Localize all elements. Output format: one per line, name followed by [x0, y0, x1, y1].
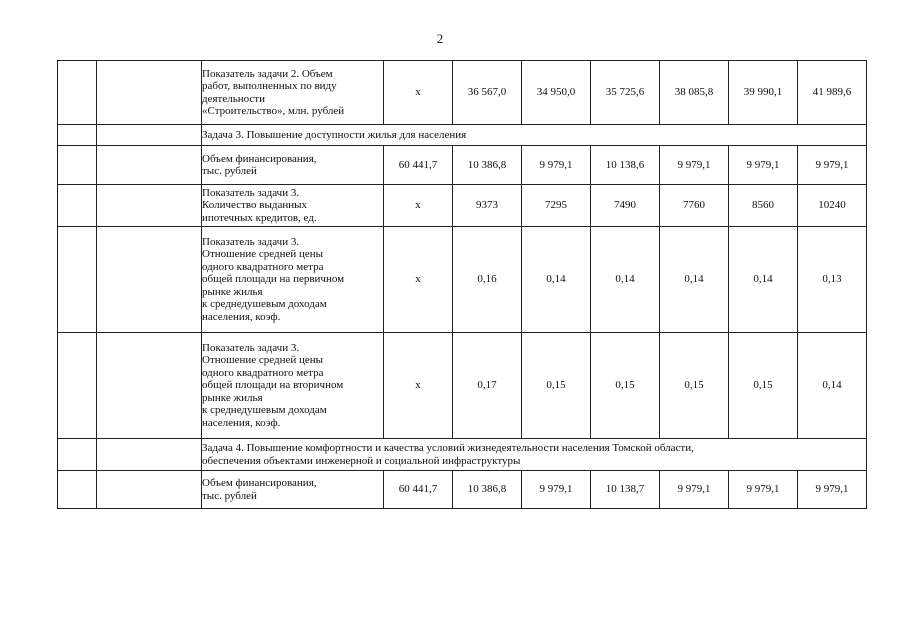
- indicator-label: [202, 471, 384, 509]
- value-cell: х: [384, 227, 453, 333]
- value-cell: 9 979,1: [660, 146, 729, 185]
- value-cell: 0,15: [522, 333, 591, 439]
- cell-text: [202, 68, 383, 118]
- number-cell: [58, 185, 97, 227]
- table-row: [58, 185, 867, 227]
- table-row: [58, 61, 867, 125]
- value-cell: х: [384, 61, 453, 125]
- value-cell: 0,17: [453, 333, 522, 439]
- value-cell: 9373: [453, 185, 522, 227]
- value-cell: 10 386,8: [453, 471, 522, 509]
- text-line: Показатель задачи 3.: [202, 342, 300, 355]
- program-cell: [97, 185, 202, 227]
- number-cell: [58, 146, 97, 185]
- value-cell: 60 441,7: [384, 471, 453, 509]
- value-cell: 10 138,6: [591, 146, 660, 185]
- table-row: [58, 146, 867, 185]
- program-cell: [97, 125, 202, 146]
- text-line: Отношение средней цены: [202, 354, 324, 367]
- value-cell: 9 979,1: [798, 146, 867, 185]
- value-cell: 7490: [591, 185, 660, 227]
- value-cell: 10 386,8: [453, 146, 522, 185]
- task-row: [58, 439, 867, 471]
- text-line: Показатель задачи 2. Объем: [202, 67, 333, 80]
- indicator-label: [202, 61, 384, 125]
- value-cell: 7760: [660, 185, 729, 227]
- task-title: [202, 439, 867, 471]
- program-cell: [97, 146, 202, 185]
- text-line: Объем финансирования,: [202, 152, 317, 165]
- text-line: населения, коэф.: [202, 310, 281, 323]
- text-line: общей площади на первичном: [202, 273, 345, 286]
- program-indicators-table: [57, 60, 867, 509]
- text-line: населения, коэф.: [202, 416, 281, 429]
- value-cell: х: [384, 333, 453, 439]
- value-cell: 39 990,1: [729, 61, 798, 125]
- value-cell: х: [384, 185, 453, 227]
- number-cell: [58, 333, 97, 439]
- cell-text: [202, 477, 383, 502]
- value-cell: 9 979,1: [729, 146, 798, 185]
- program-cell: [97, 227, 202, 333]
- value-cell: 8560: [729, 185, 798, 227]
- value-cell: 0,14: [729, 227, 798, 333]
- text-line: одного квадратного метра: [202, 260, 324, 273]
- program-cell: [97, 333, 202, 439]
- value-cell: 0,15: [591, 333, 660, 439]
- indicator-label: [202, 333, 384, 439]
- task-title: [202, 125, 867, 146]
- value-cell: 35 725,6: [591, 61, 660, 125]
- number-cell: [58, 125, 97, 146]
- value-cell: 0,14: [591, 227, 660, 333]
- program-cell: [97, 61, 202, 125]
- value-cell: 0,15: [729, 333, 798, 439]
- text-line: Количество выданных: [202, 199, 307, 212]
- value-cell: 34 950,0: [522, 61, 591, 125]
- value-cell: 0,14: [522, 227, 591, 333]
- text-line: Задача 3. Повышение доступности жилья для населения: [202, 128, 467, 141]
- number-cell: [58, 227, 97, 333]
- indicator-label: [202, 185, 384, 227]
- text-line: тыс. рублей: [202, 165, 257, 177]
- page-number: 2: [436, 31, 444, 46]
- value-cell: 10240: [798, 185, 867, 227]
- value-cell: 60 441,7: [384, 146, 453, 185]
- cell-text: [202, 129, 866, 141]
- indicator-label: [202, 227, 384, 333]
- text-line: деятельности: [202, 92, 265, 105]
- text-line: работ, выполненных по виду: [202, 80, 337, 93]
- table-row: [58, 333, 867, 439]
- program-cell: [97, 439, 202, 471]
- text-line: рынке жилья: [202, 391, 263, 404]
- value-cell: 7295: [522, 185, 591, 227]
- value-cell: 9 979,1: [522, 471, 591, 509]
- number-cell: [58, 61, 97, 125]
- value-cell: 10 138,7: [591, 471, 660, 509]
- text-line: Показатель задачи 3.: [202, 236, 300, 249]
- cell-text: [202, 342, 383, 429]
- text-line: ипотечных кредитов, ед.: [202, 211, 317, 224]
- value-cell: 0,14: [798, 333, 867, 439]
- text-line: Показатель задачи 3.: [202, 186, 300, 199]
- text-line: к среднедушевым доходам: [202, 404, 327, 417]
- value-cell: 41 989,6: [798, 61, 867, 125]
- value-cell: 9 979,1: [729, 471, 798, 509]
- cell-text: [202, 187, 383, 224]
- value-cell: 38 085,8: [660, 61, 729, 125]
- indicator-label: [202, 146, 384, 185]
- program-cell: [97, 471, 202, 509]
- value-cell: 9 979,1: [522, 146, 591, 185]
- value-cell: 0,15: [660, 333, 729, 439]
- table-row: [58, 227, 867, 333]
- value-cell: 9 979,1: [660, 471, 729, 509]
- text-line: рынке жилья: [202, 285, 263, 298]
- task-row: [58, 125, 867, 146]
- text-line: Задача 4. Повышение комфортности и качества условий жизнедеятельности населения Томской области,: [202, 442, 694, 455]
- cell-text: [202, 442, 866, 467]
- value-cell: 0,14: [660, 227, 729, 333]
- text-line: одного квадратного метра: [202, 366, 324, 379]
- text-line: тыс. рублей: [202, 489, 257, 502]
- cell-text: [202, 236, 383, 323]
- text-line: «Строительство», млн. рублей: [202, 104, 345, 117]
- value-cell: 9 979,1: [798, 471, 867, 509]
- value-cell: 36 567,0: [453, 61, 522, 125]
- value-cell: 0,13: [798, 227, 867, 333]
- value-cell: 0,16: [453, 227, 522, 333]
- table-row: [58, 471, 867, 509]
- text-line: обеспечения объектами инженерной и социальной инфраструктуры: [202, 454, 521, 467]
- table-body: [58, 61, 867, 509]
- cell-text: [202, 153, 383, 178]
- text-line: Отношение средней цены: [202, 248, 324, 261]
- text-line: общей площади на вторичном: [202, 379, 344, 392]
- number-cell: [58, 439, 97, 471]
- number-cell: [58, 471, 97, 509]
- text-line: Объем финансирования,: [202, 477, 317, 490]
- text-line: к среднедушевым доходам: [202, 298, 327, 311]
